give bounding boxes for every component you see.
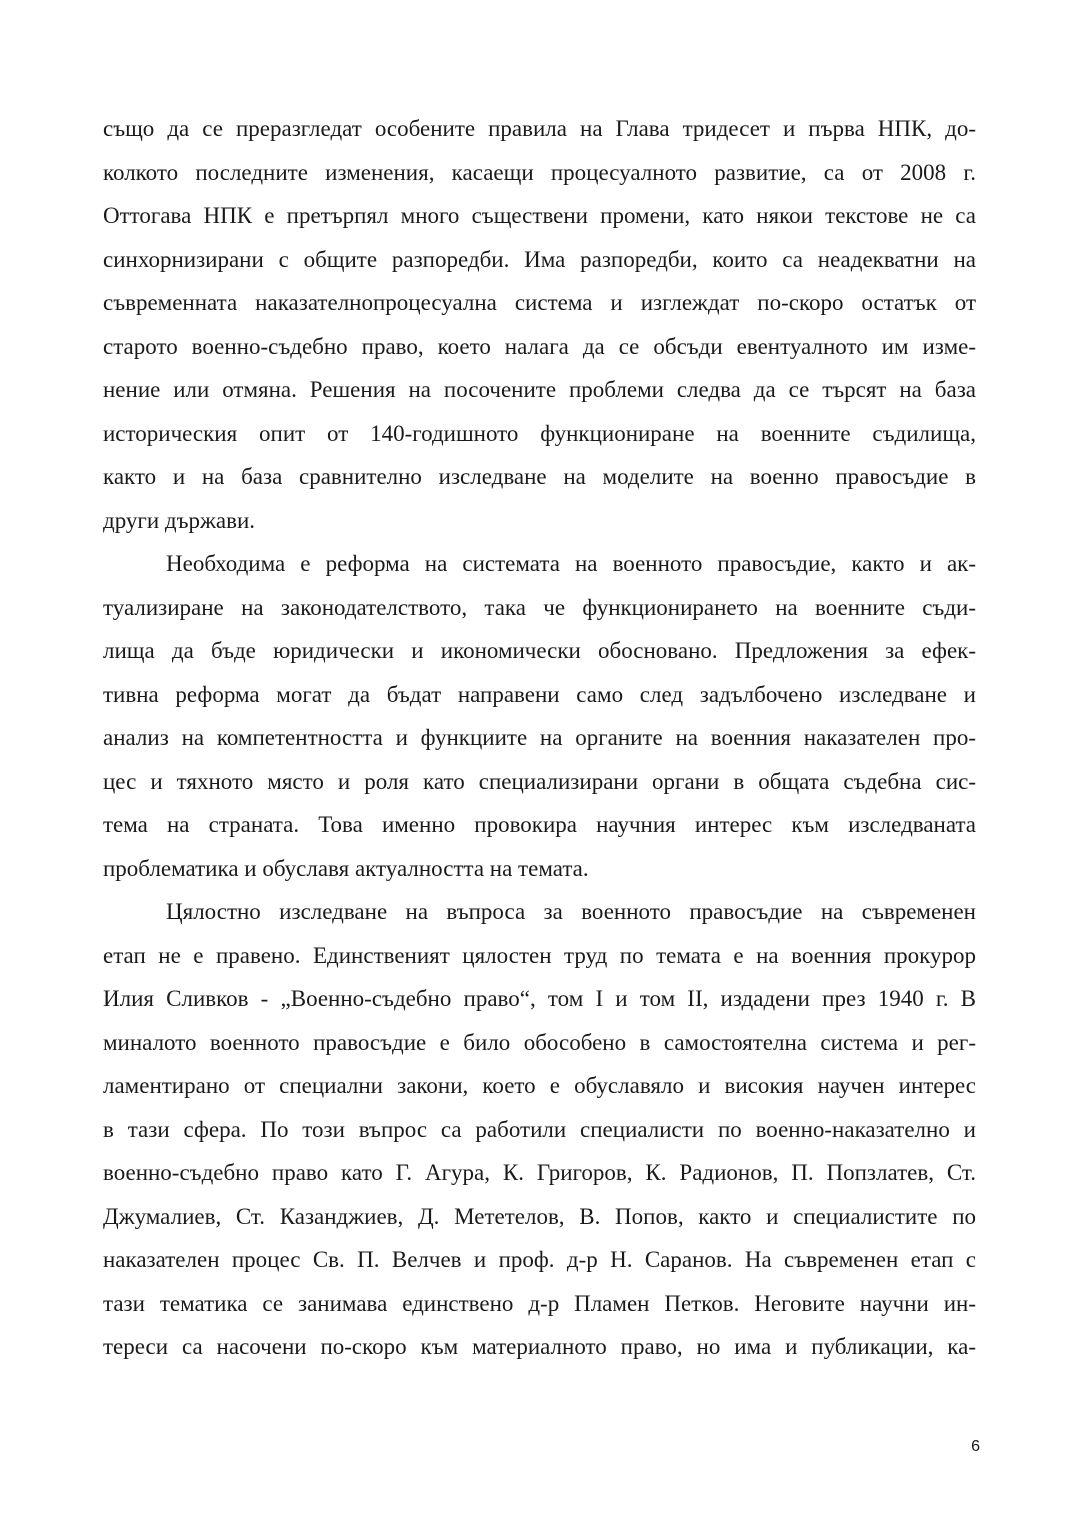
text-line: съвременната наказателнопроцесуална система и изглеждат по-скоро остатък от <box>103 290 976 315</box>
text-line: Джумалиев, Ст. Казанджиев, Д. Мететелов, В. Попов, както и специалистите по <box>103 1203 976 1229</box>
page-number: 6 <box>971 1438 980 1455</box>
text-line: както и на база сравнително изследване на моделите на военно правосъдие в <box>103 464 976 489</box>
text-line: колкото последните изменения, касаещи процесуалното развитие, са от 2008 г. <box>103 159 976 185</box>
text-line: етап не е правено. Единственият цялостен труд по темата е на военния прокурор <box>103 942 976 968</box>
text-line: Илия Сливков - „Военно-съдебно право“, том I и том II, издадени през 1940 г. В <box>103 986 976 1011</box>
text-line: военно-съдебно право като Г. Агура, К. Григоров, К. Радионов, П. Попзлатев, Ст. <box>103 1160 976 1185</box>
text-line: наказателен процес Св. П. Велчев и проф. д-р Н. Саранов. На съвременен етап с <box>103 1247 976 1272</box>
text-line: нение или отмяна. Решения на посочените проблеми следва да се търсят на база <box>103 377 976 402</box>
text-line: в тази сфера. По този въпрос са работили специалисти по военно-наказателно и <box>103 1116 976 1142</box>
text-line: анализ на компетентността и функциите на органите на военния наказателен про- <box>103 725 976 750</box>
text-line-indented: Необходима е реформа на системата на военното правосъдие, както и ак- <box>166 551 976 576</box>
text-line: също да се преразгледат особените правила на Глава тридесет и първа НПК, до- <box>103 116 976 141</box>
text-line: тази тематика се занимава единствено д-р Пламен Петков. Неговите научни ин- <box>103 1290 976 1316</box>
text-line: проблематика и обуславя актуалността на темата. <box>103 855 589 881</box>
text-line: синхорнизирани с общите разпоредби. Има разпоредби, които са неадекватни на <box>103 246 976 272</box>
body-text <box>103 107 976 1369</box>
text-line: Оттогава НПК е претърпял много съществени промени, като някои текстове не са <box>103 203 976 228</box>
text-line: тема на страната. Това именно провокира научния интерес към изследваната <box>103 812 976 837</box>
text-line: цес и тяхното място и роля като специализирани органи в общата съдебна сис- <box>103 768 976 794</box>
text-line: лища да бъде юридически и икономически обосновано. Предложения за ефек- <box>103 638 976 663</box>
text-line: тереси са насочени по-скоро към материалното право, но има и публикации, ка- <box>103 1334 976 1359</box>
text-line: туализиране на законодателството, така че функционирането на военните съди- <box>103 594 976 620</box>
text-line: миналото военното правосъдие е било обособено в самостоятелна система и рег- <box>103 1029 976 1055</box>
text-line-indented: Цялостно изследване на въпроса за военното правосъдие на съвременен <box>166 899 976 924</box>
text-line: историческия опит от 140-годишното функциониране на военните съдилища, <box>103 420 976 446</box>
text-line: други държави. <box>103 507 256 533</box>
text-line: тивна реформа могат да бъдат направени само след задълбочено изследване и <box>103 681 976 707</box>
text-line: старото военно-съдебно право, което налага да се обсъди евентуалното им изме- <box>103 333 976 359</box>
text-line: ламентирано от специални закони, което е обуславяло и високия научен интерес <box>103 1073 976 1098</box>
